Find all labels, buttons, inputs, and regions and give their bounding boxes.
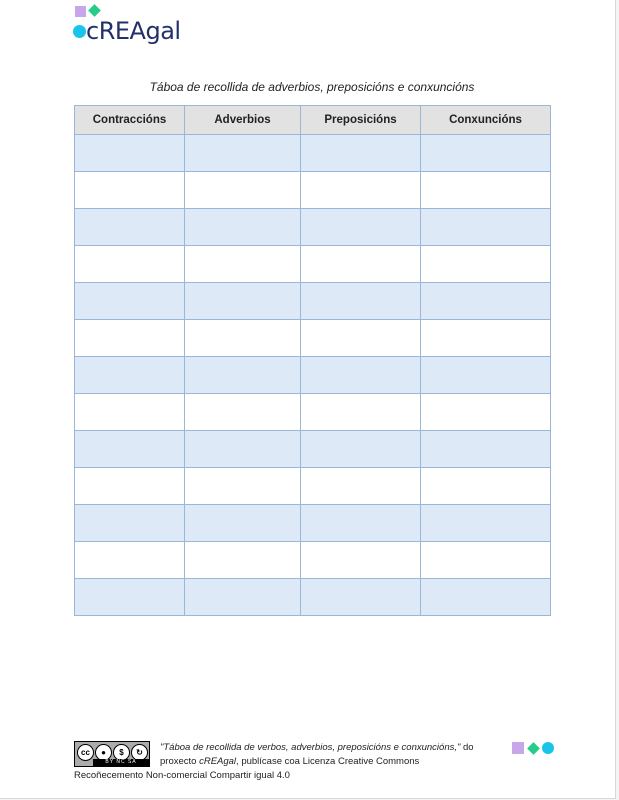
table-row: [75, 431, 551, 468]
table-cell[interactable]: [185, 542, 301, 579]
table-cell[interactable]: [75, 209, 185, 246]
table-row: [75, 135, 551, 172]
footer-logo-shapes-icon: [512, 742, 557, 756]
blue-circle-icon: [542, 742, 554, 754]
table-cell[interactable]: [301, 172, 421, 209]
table-cell[interactable]: [301, 394, 421, 431]
table-cell[interactable]: [421, 579, 551, 616]
table-cell[interactable]: [301, 209, 421, 246]
cc-strip-labels: [93, 759, 149, 766]
license-text-line2: [160, 756, 419, 767]
table-cell[interactable]: [185, 431, 301, 468]
table-cell[interactable]: [185, 468, 301, 505]
table-cell[interactable]: [301, 320, 421, 357]
table-cell[interactable]: [421, 172, 551, 209]
table-cell[interactable]: [75, 468, 185, 505]
table-cell[interactable]: [421, 394, 551, 431]
sa-share-icon: ↻: [131, 744, 148, 761]
purple-square-icon: [75, 6, 86, 17]
table-cell[interactable]: [185, 394, 301, 431]
table-cell[interactable]: [75, 172, 185, 209]
table-cell[interactable]: [185, 505, 301, 542]
nc-dollar-icon: $: [113, 744, 130, 761]
table-row: [75, 394, 551, 431]
column-header-preposicions: Preposicións: [301, 106, 421, 135]
table-cell[interactable]: [185, 320, 301, 357]
table-cell[interactable]: [301, 431, 421, 468]
table-cell[interactable]: [75, 579, 185, 616]
nc-label: NC: [116, 759, 126, 765]
collection-table: [74, 105, 551, 616]
table-cell[interactable]: [301, 468, 421, 505]
table-cell[interactable]: [75, 431, 185, 468]
table-cell[interactable]: [75, 135, 185, 172]
table-cell[interactable]: [301, 579, 421, 616]
license-text-line1: [160, 742, 474, 753]
logo-text: cREAgal: [86, 17, 181, 45]
blue-circle-icon: [73, 25, 86, 38]
license-text-do: do: [460, 742, 474, 753]
table-cell[interactable]: [75, 320, 185, 357]
table-cell[interactable]: [421, 431, 551, 468]
table-row: [75, 505, 551, 542]
by-person-icon: ●: [95, 744, 112, 761]
table-cell[interactable]: [421, 542, 551, 579]
table-cell[interactable]: [185, 246, 301, 283]
table-row: [75, 579, 551, 616]
table-cell[interactable]: [185, 283, 301, 320]
table-cell[interactable]: [421, 357, 551, 394]
table-cell[interactable]: [75, 542, 185, 579]
table-cell[interactable]: [421, 246, 551, 283]
license-text-proxecto: proxecto: [160, 756, 200, 767]
creagal-logo: [73, 6, 203, 44]
table-cell[interactable]: [421, 209, 551, 246]
license-footer: [74, 740, 559, 790]
table-cell[interactable]: [421, 283, 551, 320]
table-cell[interactable]: [421, 320, 551, 357]
table-header-row: [75, 106, 551, 135]
column-header-conxuncions: Conxuncións: [421, 106, 551, 135]
sa-label: SA: [127, 759, 137, 765]
license-project-name: cREAgal: [199, 756, 237, 767]
license-text-line3: Recoñecemento Non-comercial Compartir igual 4.0: [74, 770, 290, 781]
table-cell[interactable]: [301, 283, 421, 320]
license-work-title: "Táboa de recollida de verbos, adverbios, preposicións e conxuncións,": [160, 742, 461, 753]
table-row: [75, 209, 551, 246]
table-row: [75, 468, 551, 505]
cc-icon: cc: [77, 744, 94, 761]
purple-square-icon: [512, 742, 524, 754]
table-cell[interactable]: [301, 135, 421, 172]
green-diamond-icon: [88, 4, 101, 17]
table-row: [75, 320, 551, 357]
table-cell[interactable]: [75, 357, 185, 394]
page-title: Táboa de recollida de adverbios, preposicións e conxuncións: [149, 80, 475, 94]
table-cell[interactable]: [301, 542, 421, 579]
table-cell[interactable]: [185, 579, 301, 616]
license-text-publicase: , publícase coa Licenza Creative Commons: [236, 756, 420, 767]
table-row: [75, 246, 551, 283]
by-label: BY: [105, 759, 114, 765]
table-row: [75, 172, 551, 209]
table-cell[interactable]: [421, 468, 551, 505]
table-cell[interactable]: [75, 505, 185, 542]
table-body: [75, 135, 551, 616]
table-cell[interactable]: [421, 135, 551, 172]
table-cell[interactable]: [185, 172, 301, 209]
table-row: [75, 357, 551, 394]
column-header-contraccions: Contraccións: [75, 106, 185, 135]
table-cell[interactable]: [301, 246, 421, 283]
green-diamond-icon: [527, 742, 540, 755]
table-cell[interactable]: [185, 209, 301, 246]
table-cell[interactable]: [185, 357, 301, 394]
table-cell[interactable]: [301, 505, 421, 542]
table-cell[interactable]: [301, 357, 421, 394]
table-cell[interactable]: [75, 394, 185, 431]
column-header-adverbios: Adverbios: [185, 106, 301, 135]
table-row: [75, 283, 551, 320]
table-cell[interactable]: [75, 246, 185, 283]
table-row: [75, 542, 551, 579]
cc-by-nc-sa-icon[interactable]: [74, 741, 150, 767]
table-cell[interactable]: [75, 283, 185, 320]
table-cell[interactable]: [421, 505, 551, 542]
table-cell[interactable]: [185, 135, 301, 172]
